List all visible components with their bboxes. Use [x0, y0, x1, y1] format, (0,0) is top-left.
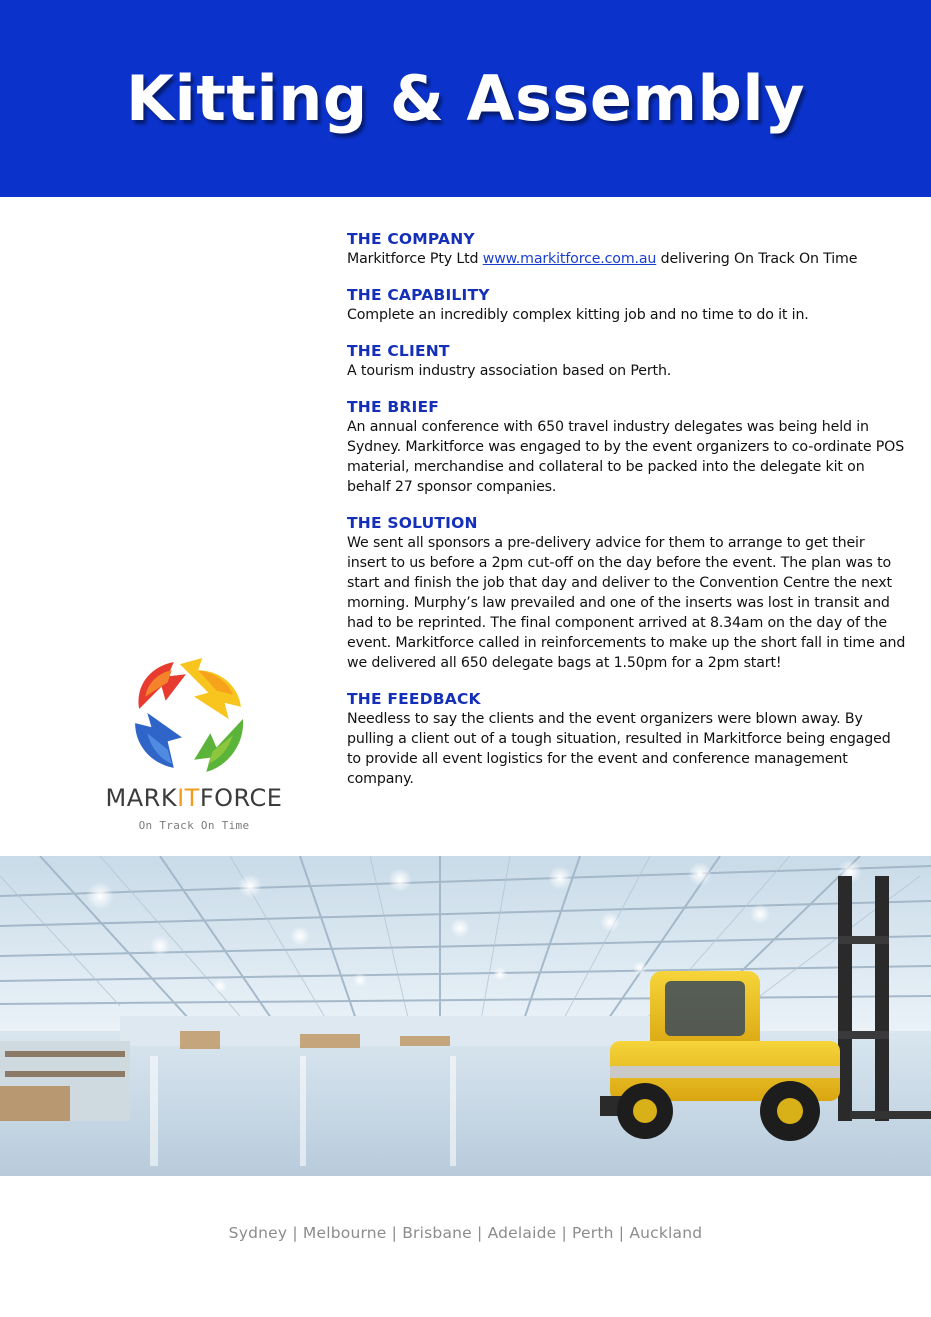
- section-body: Needless to say the clients and the event organizers were blown away. By pulling a client out of a tough situation, resulted in Markitforce being engaged to provide all event logistics for the event and conference management company.: [347, 711, 891, 787]
- company-text-end: delivering On Track On Time: [656, 251, 858, 267]
- section-body: We sent all sponsors a pre-delivery advice for them to arrange to get their insert to us before a 2pm cut-off on the day before the event. The plan was to start and finish the job that day and deliver to the Convention Centre the next morning. Murphy’s law prevailed and one of the inserts was lost in transit and had to be reprinted. The final component arrived at 8.34am on the day of the event. Markitforce called in reinforcements to make up the short fall in time and we delivered all 650 delegate bags at 1.50pm for a 2pm start!: [347, 535, 906, 671]
- company-text-start: Markitforce Pty Ltd: [347, 251, 483, 267]
- section-heading: THE BRIEF: [347, 398, 440, 416]
- section-heading: THE CLIENT: [347, 342, 450, 360]
- company-logo: [94, 656, 294, 834]
- warehouse-forklift-photo: [0, 856, 931, 1176]
- section-solution: [347, 514, 907, 673]
- section-body: A tourism industry association based on Perth.: [347, 363, 672, 379]
- header-banner: [0, 0, 931, 197]
- logo-word-start: MARK: [105, 784, 178, 812]
- logo-tagline: On Track On Time: [138, 819, 250, 832]
- logo-word-end: FORCE: [199, 784, 283, 812]
- page-title: Kitting & Assembly: [125, 62, 806, 135]
- section-body: [347, 249, 907, 269]
- office-locations: Sydney | Melbourne | Brisbane | Adelaide | Perth | Auckland: [228, 1224, 703, 1242]
- case-study-content: [347, 230, 907, 806]
- section-body: Complete an incredibly complex kitting job and no time to do it in.: [347, 307, 809, 323]
- section-feedback: [347, 690, 907, 789]
- logo-wordmark: [96, 784, 292, 812]
- section-brief: [347, 398, 907, 497]
- section-capability: [347, 286, 907, 325]
- section-heading: THE CAPABILITY: [347, 286, 490, 304]
- section-client: [347, 342, 907, 381]
- section-heading: THE FEEDBACK: [347, 690, 481, 708]
- section-heading: THE SOLUTION: [347, 514, 478, 532]
- pinwheel-logo-icon: [127, 656, 249, 778]
- section-body: An annual conference with 650 travel industry delegates was being held in Sydney. Markitforce was engaged to by the event organizers to co-ordinate POS material, merchandise and collateral to be packed into the delegate kit on behalf 27 sponsor companies.: [347, 419, 905, 495]
- company-website-link[interactable]: www.markitforce.com.au: [482, 251, 657, 267]
- logo-word-highlight: IT: [177, 784, 200, 812]
- section-company: [347, 230, 907, 269]
- section-heading: THE COMPANY: [347, 230, 475, 248]
